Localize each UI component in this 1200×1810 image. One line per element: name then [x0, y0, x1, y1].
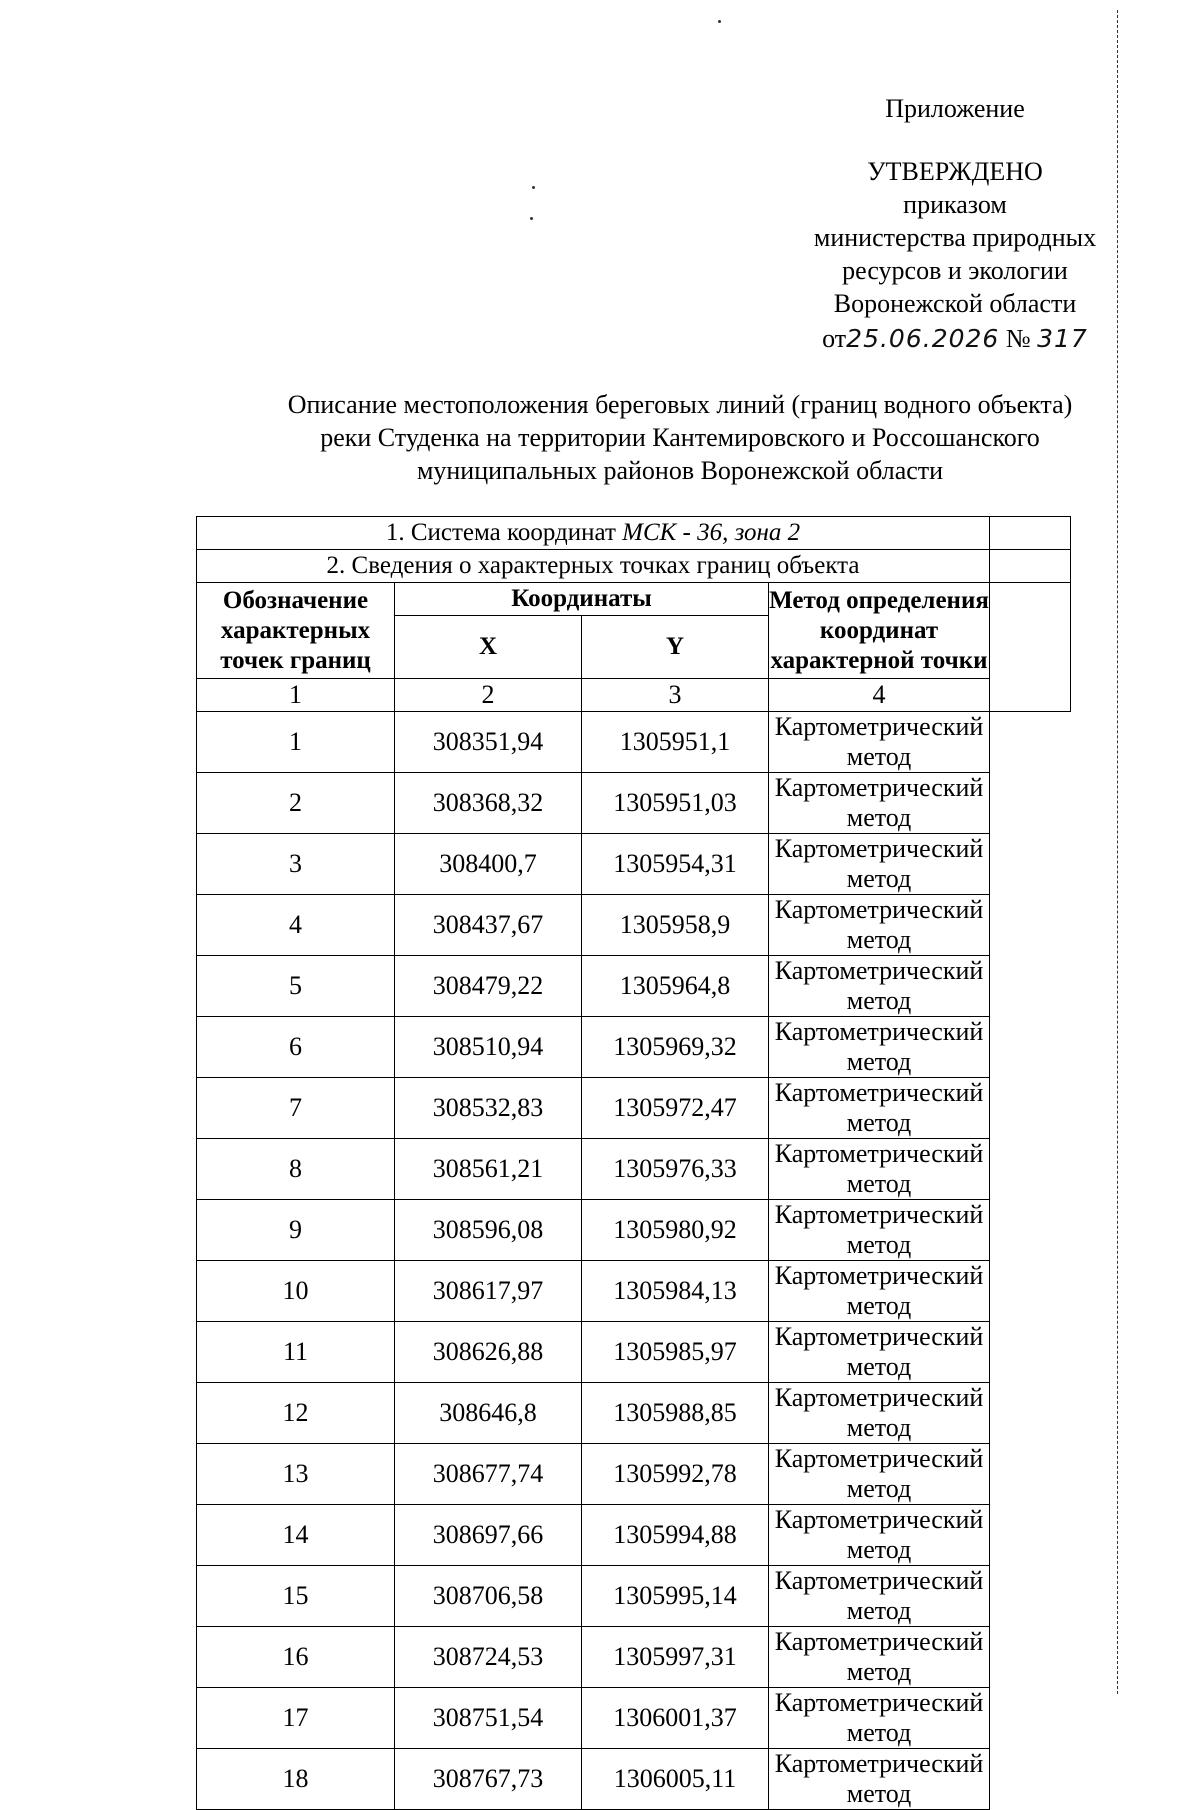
- y-coordinate-cell: 1306005,11: [582, 1749, 769, 1810]
- table-extension-cell: [990, 583, 1071, 712]
- y-coordinate-cell: 1305988,85: [582, 1383, 769, 1444]
- x-coordinate-cell: 308437,67: [395, 895, 582, 956]
- point-number-cell: 1: [197, 712, 395, 773]
- method-cell: Картометрический метод: [769, 1200, 990, 1261]
- column-number: 1: [197, 679, 395, 712]
- title-line: муниципальных районов Воронежской области: [416, 456, 944, 485]
- approval-line: приказом: [903, 190, 1007, 219]
- method-cell: Картометрический метод: [769, 1688, 990, 1749]
- table-row: [197, 1261, 1071, 1322]
- y-coordinate-cell: 1305992,78: [582, 1444, 769, 1505]
- x-coordinate-cell: 308751,54: [395, 1688, 582, 1749]
- x-coordinate-cell: 308724,53: [395, 1627, 582, 1688]
- approval-line: ресурсов и экологии: [842, 256, 1068, 285]
- method-cell: Картометрический метод: [769, 1322, 990, 1383]
- x-coordinate-cell: 308532,83: [395, 1078, 582, 1139]
- table-row: [197, 1627, 1071, 1688]
- y-coordinate-cell: 1305976,33: [582, 1139, 769, 1200]
- approval-line: министерства природных: [813, 223, 1097, 252]
- y-coordinate-cell: 1305995,14: [582, 1566, 769, 1627]
- date-prefix: от: [822, 324, 847, 353]
- y-coordinate-cell: 1305954,31: [582, 834, 769, 895]
- y-coordinate-cell: 1305951,03: [582, 773, 769, 834]
- method-cell: Картометрический метод: [769, 1139, 990, 1200]
- coordinate-system-cell: [197, 517, 990, 550]
- x-coordinate-cell: 308368,32: [395, 773, 582, 834]
- y-coordinate-cell: 1305997,31: [582, 1627, 769, 1688]
- x-coordinate-cell: 308510,94: [395, 1017, 582, 1078]
- header-coordinates: Координаты: [395, 583, 769, 616]
- table-row: [197, 895, 1071, 956]
- table-row: [197, 773, 1071, 834]
- table-row: [197, 834, 1071, 895]
- point-number-cell: 8: [197, 1139, 395, 1200]
- point-number-cell: 16: [197, 1627, 395, 1688]
- table-extension-cell: [990, 517, 1071, 550]
- table-row: [197, 712, 1071, 773]
- x-coordinate-cell: 308767,73: [395, 1749, 582, 1810]
- approval-line: Воронежской области: [833, 289, 1077, 318]
- table-row: [197, 1566, 1071, 1627]
- section-points-info-row: [197, 550, 1071, 583]
- method-cell: Картометрический метод: [769, 1261, 990, 1322]
- method-cell: Картометрический метод: [769, 1444, 990, 1505]
- points-info-cell: 2. Сведения о характерных точках границ объекта: [197, 550, 990, 583]
- table-row: [197, 1200, 1071, 1261]
- method-cell: Картометрический метод: [769, 1383, 990, 1444]
- method-cell: Картометрический метод: [769, 834, 990, 895]
- document-title: [240, 388, 1120, 487]
- method-cell: Картометрический метод: [769, 1017, 990, 1078]
- handwritten-number: 317: [1037, 324, 1088, 353]
- method-cell: Картометрический метод: [769, 1566, 990, 1627]
- point-number-cell: 9: [197, 1200, 395, 1261]
- point-number-cell: 6: [197, 1017, 395, 1078]
- number-prefix: №: [1005, 324, 1031, 353]
- handwritten-date: 25.06.2026: [846, 324, 1000, 353]
- header-designation: Обозначение характерных точек границ: [197, 583, 395, 679]
- table-row: [197, 1383, 1071, 1444]
- point-number-cell: 5: [197, 956, 395, 1017]
- coordinate-system-label: 1. Система координат: [385, 519, 616, 546]
- table-row: [197, 1139, 1071, 1200]
- x-coordinate-cell: 308400,7: [395, 834, 582, 895]
- point-number-cell: 14: [197, 1505, 395, 1566]
- method-cell: Картометрический метод: [769, 1078, 990, 1139]
- point-number-cell: 15: [197, 1566, 395, 1627]
- header-y: Y: [582, 616, 769, 679]
- approval-block: [790, 92, 1120, 355]
- point-number-cell: 17: [197, 1688, 395, 1749]
- method-cell: Картометрический метод: [769, 712, 990, 773]
- scan-speck: [530, 217, 533, 220]
- title-line: Описание местоположения береговых линий (границ водного объекта): [287, 390, 1073, 419]
- x-coordinate-cell: 308677,74: [395, 1444, 582, 1505]
- scan-speck: [718, 20, 721, 23]
- x-coordinate-cell: 308697,66: [395, 1505, 582, 1566]
- point-number-cell: 3: [197, 834, 395, 895]
- header-method: Метод определения координат характерной точки: [769, 583, 990, 679]
- method-cell: Картометрический метод: [769, 1627, 990, 1688]
- method-cell: Картометрический метод: [769, 895, 990, 956]
- column-number-row: [197, 679, 1071, 712]
- point-number-cell: 12: [197, 1383, 395, 1444]
- table-row: [197, 1078, 1071, 1139]
- table-row: [197, 1505, 1071, 1566]
- scan-speck: [532, 186, 535, 189]
- y-coordinate-cell: 1305980,92: [582, 1200, 769, 1261]
- approved-label: УТВЕРЖДЕНО: [867, 157, 1043, 186]
- header-row-top: [197, 583, 1071, 616]
- y-coordinate-cell: 1305984,13: [582, 1261, 769, 1322]
- table-row: [197, 1749, 1071, 1810]
- point-number-cell: 7: [197, 1078, 395, 1139]
- y-coordinate-cell: 1305969,32: [582, 1017, 769, 1078]
- point-number-cell: 2: [197, 773, 395, 834]
- x-coordinate-cell: 308626,88: [395, 1322, 582, 1383]
- x-coordinate-cell: 308617,97: [395, 1261, 582, 1322]
- table-row: [197, 1322, 1071, 1383]
- method-cell: Картометрический метод: [769, 773, 990, 834]
- y-coordinate-cell: 1305958,9: [582, 895, 769, 956]
- x-coordinate-cell: 308646,8: [395, 1383, 582, 1444]
- method-cell: Картометрический метод: [769, 1749, 990, 1810]
- x-coordinate-cell: 308596,08: [395, 1200, 582, 1261]
- column-number: 2: [395, 679, 582, 712]
- column-number: 3: [582, 679, 769, 712]
- boundary-points-table: [196, 516, 1071, 1810]
- column-number: 4: [769, 679, 990, 712]
- point-number-cell: 18: [197, 1749, 395, 1810]
- coordinate-system-value: МСК - 36, зона 2: [622, 519, 801, 546]
- y-coordinate-cell: 1305951,1: [582, 712, 769, 773]
- point-number-cell: 13: [197, 1444, 395, 1505]
- y-coordinate-cell: 1305985,97: [582, 1322, 769, 1383]
- y-coordinate-cell: 1305964,8: [582, 956, 769, 1017]
- header-x: X: [395, 616, 582, 679]
- point-number-cell: 4: [197, 895, 395, 956]
- table-row: [197, 1017, 1071, 1078]
- point-number-cell: 11: [197, 1322, 395, 1383]
- order-date-line: [790, 322, 1120, 355]
- method-cell: Картометрический метод: [769, 1505, 990, 1566]
- table-body: [197, 712, 1071, 1810]
- x-coordinate-cell: 308706,58: [395, 1566, 582, 1627]
- point-number-cell: 10: [197, 1261, 395, 1322]
- table-row: [197, 956, 1071, 1017]
- y-coordinate-cell: 1305994,88: [582, 1505, 769, 1566]
- table-row: [197, 1688, 1071, 1749]
- method-cell: Картометрический метод: [769, 956, 990, 1017]
- title-line: реки Студенка на территории Кантемировского и Россошанского: [320, 423, 1040, 452]
- table-extension-cell: [990, 550, 1071, 583]
- x-coordinate-cell: 308561,21: [395, 1139, 582, 1200]
- appendix-label: Приложение: [885, 94, 1025, 123]
- y-coordinate-cell: 1306001,37: [582, 1688, 769, 1749]
- y-coordinate-cell: 1305972,47: [582, 1078, 769, 1139]
- section-coordinate-system-row: [197, 517, 1071, 550]
- table-row: [197, 1444, 1071, 1505]
- x-coordinate-cell: 308479,22: [395, 956, 582, 1017]
- x-coordinate-cell: 308351,94: [395, 712, 582, 773]
